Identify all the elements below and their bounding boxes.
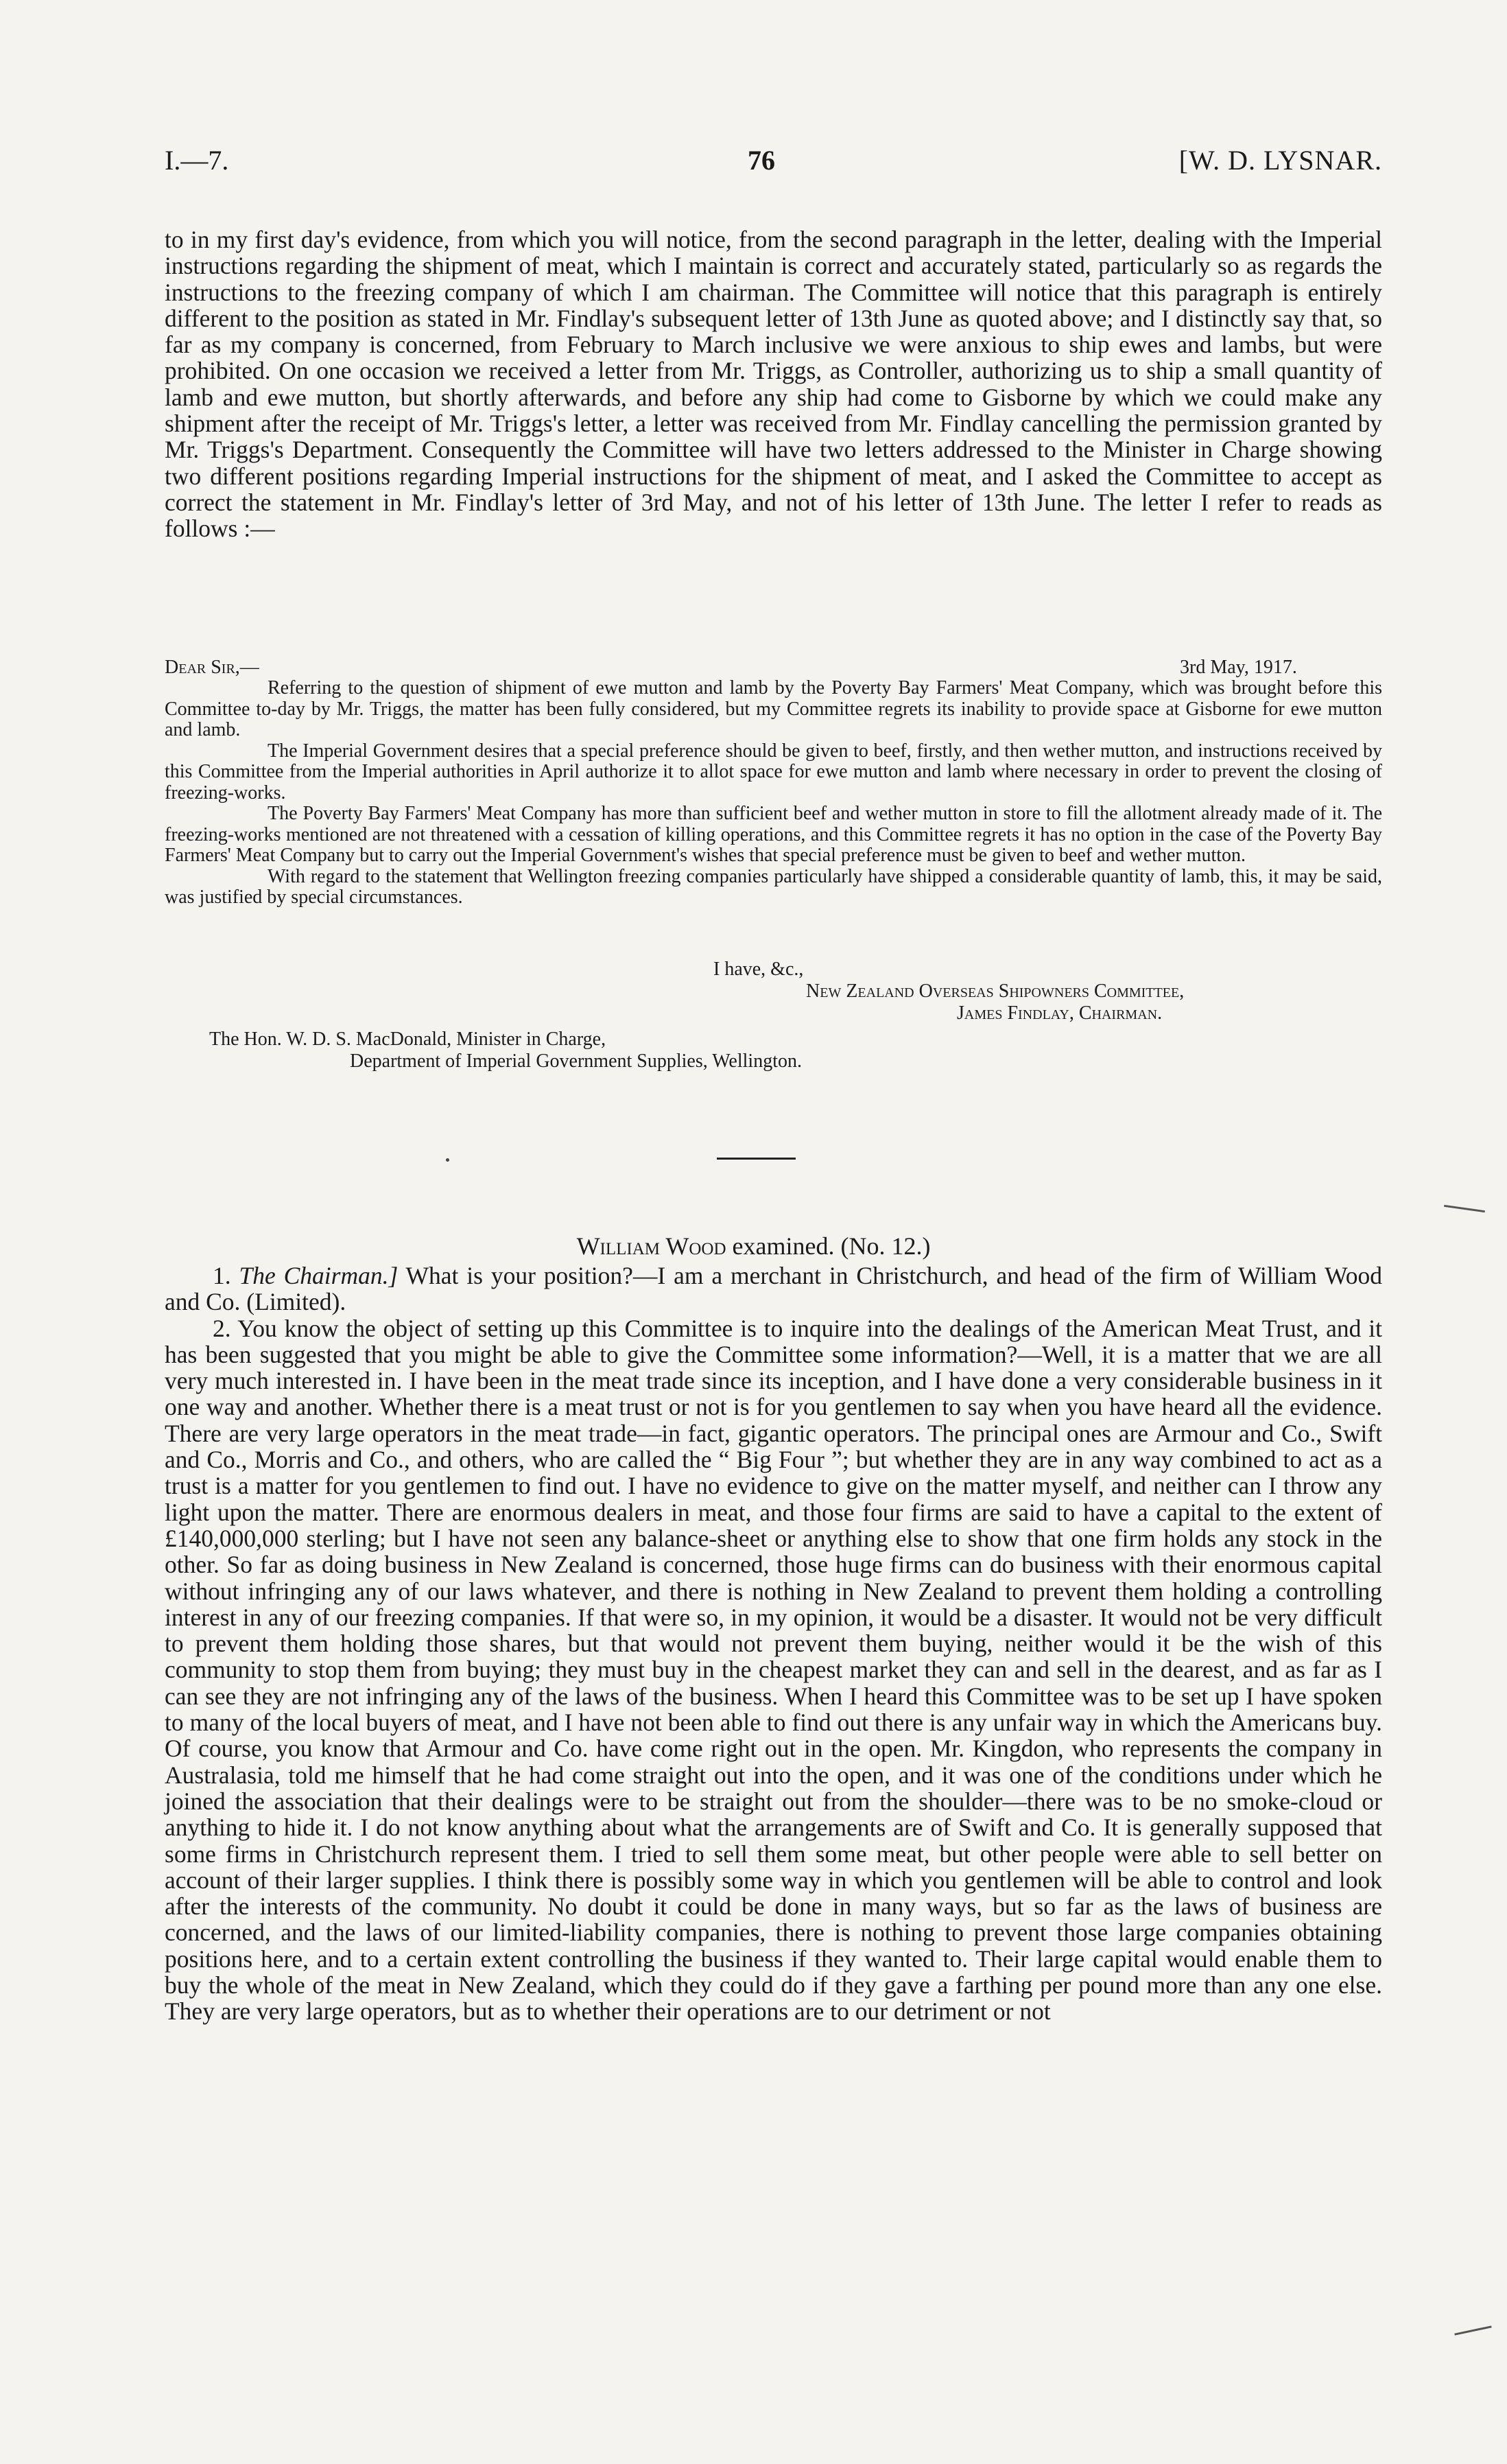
section-divider — [717, 1158, 796, 1160]
margin-mark — [1454, 2325, 1491, 2335]
stray-dot — [446, 1158, 449, 1162]
letter-closing: I have, &c., — [713, 959, 804, 980]
question-1: 1. The Chairman.] What is your position?—I am a merchant in Christchurch, and head of the firm of William Wood and Co. (Limited). — [165, 1262, 1383, 1316]
letter-date: 3rd May, 1917. — [1180, 657, 1297, 678]
report-code: I.—7. — [165, 145, 229, 176]
page-header — [165, 144, 1382, 185]
letter-paragraph: Referring to the question of shipment of ewe mutton and lamb by the Poverty Bay Farmers' Meat Company, which was brought before this Committee to-day by Mr. Triggs, the matter has been fully considered, but my Committee regrets its inability to provide space at Gisborne for ewe mutton and lamb. — [165, 677, 1382, 740]
witness-name: William Wood — [576, 1232, 726, 1260]
letter-addressee-line2: Department of Imperial Government Supplies, Wellington. — [350, 1051, 802, 1072]
letter-body — [165, 678, 1382, 908]
letter-signatory: James Findlay, Chairman. — [957, 1002, 1163, 1024]
letter-addressee-line1: The Hon. W. D. S. MacDonald, Minister in Charge, — [209, 1029, 606, 1050]
continuation-paragraph: to in my first day's evidence, from which you will notice, from the second paragraph in the letter, dealing with the Imperial instructions regarding the shipment of meat, which I maintain is correct and accurately stated, particularly so as regards the instructions to the freezing company of which I am chairman. The Committee will notice that this paragraph is entirely different to the position as stated in Mr. Findlay's subsequent letter of 13th June as quoted above; and I distinctly say that, so far as my company is concerned, from February to March inclusive we were anxious to ship ewes and lambs, but were prohibited. On one occasion we received a letter from Mr. Triggs, as Controller, authorizing us to ship a small quantity of lamb and ewe mutton, but shortly afterwards, and before any ship had come to Gisborne by which we could make any shipment after the receipt of Mr. Triggs's letter, a letter was received from Mr. Findlay cancelling the permission granted by Mr. Triggs's Department. Consequently the Committee will have two letters addressed to the Minister in Charge showing two different positions regarding Imperial instructions for the shipment of meat, and I asked the Committee to accept as correct the statement in Mr. Findlay's letter of 3rd May, and not of his letter of 13th June. The letter I refer to reads as follows :— — [165, 226, 1382, 543]
margin-mark — [1444, 1205, 1485, 1212]
letter-paragraph: The Poverty Bay Farmers' Meat Company has more than sufficient beef and wether mutton in store to fill the allotment already made of it. The freezing-works mentioned are not threatened with a cessation of killing operations, and this Committee regrets it has no option in the case of the Poverty Bay Farmers' Meat Company but to carry out the Imperial Government's wishes that special preference must be given to beef and wether mutton. — [165, 803, 1382, 866]
letter-salutation: Dear Sir,— — [165, 657, 259, 678]
page-number: 76 — [748, 145, 775, 176]
letter-paragraph: With regard to the statement that Wellington freezing companies particularly have shipped a considerable quantity of lamb, this, it may be said, was justified by special circumstances. — [165, 865, 1382, 908]
witness-heading — [0, 1232, 1507, 1260]
letter-paragraph: The Imperial Government desires that a special preference should be given to beef, firstly, and then wether mutton, and instructions received by this Committee from the Imperial authorities in April authorize it to allot space for ewe mutton and lamb where necessary in order to prevent the closing of freezing-works. — [165, 740, 1382, 803]
speaker-label: The Chairman.] — [239, 1262, 399, 1289]
running-witness: [W. D. LYSNAR. — [1178, 145, 1382, 176]
testimony — [165, 1263, 1382, 2025]
question-2: 2. You know the object of setting up this Committee is to inquire into the dealings of the American Meat Trust, and it has been suggested that you might be able to give the Committee some information?—Well, it is a matter that we are all very much interested in. I have been in the meat trade since its inception, and I have done a very considerable business in it one way and another. Whether there is a meat trust or not is for you gentlemen to say when you have heard all the evidence. There are very large operators in the meat trade—in fact, gigantic operators. The principal ones are Armour and Co., Swift and Co., Morris and Co., and others, who are called the “ Big Four ”; but whether they are in any way combined to act as a trust is a matter for you gentlemen to find out. I have no evidence to give on the matter myself, and neither can I throw any light upon the matter. There are enormous dealers in meat, and those four firms are said to have a capital to the extent of £140,000,000 sterling; but I have not seen any balance-sheet or anything else to show that one firm holds any stock in the other. So far as doing business in New Zealand is concerned, those huge firms can do business with their enormous capital without infringing any of our laws whatever, and there is nothing in New Zealand to prevent them holding a controlling interest in any of our freezing companies. If that were so, in my opinion, it would be a disaster. It would not be very difficult to prevent them holding those shares, but that would not prevent them buying, neither would it be the wish of this community to stop them from buying; they must buy in the cheapest market they can and sell in the dearest, and as far as I can see they are not infringing any of the laws of the business. When I heard this Committee was to be set up I have spoken to many of the local buyers of meat, and I have not been able to find out there is any unfair way in which the Americans buy. Of course, you know that Armour and Co. have come right out in the open. Mr. Kingdon, who represents the company in Australasia, told me himself that he had come straight out into the open, and it was one of the conditions under which he joined the association that their dealings were to be straight out from the shoulder—there was to be no smoke-cloud or anything to hide it. I do not know anything about what the arrangements are of Swift and Co. It is generally supposed that some firms in Christchurch represent them. I tried to sell them some meat, but other people were able to sell better on account of their larger supplies. I think there is possibly some way in which you gentlemen will be able to control and look after the interests of the community. No doubt it could be done in many ways, but so far as the laws of business are concerned, and the laws of our limited-liability companies, there is nothing to prevent those large companies obtaining positions here, and to a certain extent controlling the business if they wanted to. Their large capital would enable them to buy the whole of the meat in New Zealand, which they could do if they gave a farthing per pound more than any one else. They are very large operators, but as to whether their operations are to our detriment or not — [165, 1314, 1382, 2026]
witness-heading-rest: examined. (No. 12.) — [726, 1232, 931, 1260]
letter-organization: New Zealand Overseas Shipowners Committee, — [806, 981, 1185, 1002]
